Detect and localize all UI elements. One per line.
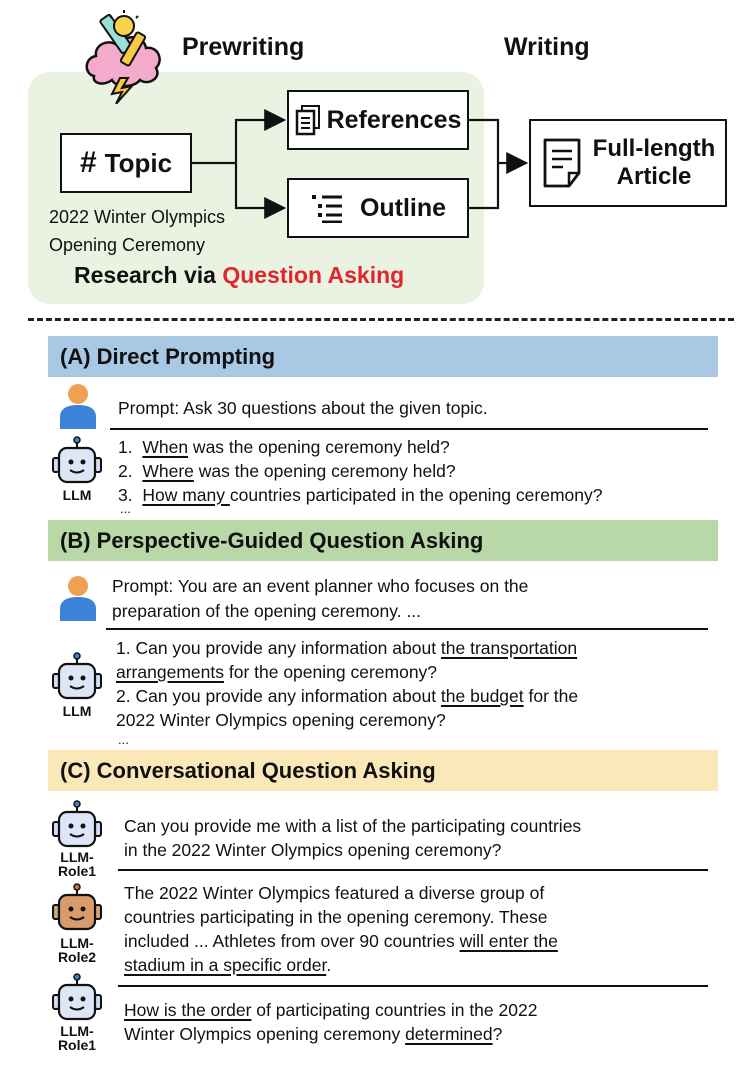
hash-icon: # bbox=[79, 146, 97, 179]
turn-key: determined bbox=[405, 1024, 493, 1044]
role1-label-2 bbox=[50, 1024, 104, 1052]
turn2-text bbox=[124, 881, 558, 977]
llm-label-b: LLM bbox=[62, 703, 92, 719]
section-a-questions bbox=[118, 435, 602, 507]
flow-connectors bbox=[0, 0, 750, 320]
section-divider bbox=[28, 318, 734, 321]
turn-text: ? bbox=[492, 1024, 503, 1044]
user-icon bbox=[58, 383, 98, 429]
section-b-prompt-line2: preparation of the opening ceremony. ... bbox=[112, 601, 422, 621]
user-icon bbox=[58, 575, 98, 621]
role2-label bbox=[50, 936, 104, 964]
question-line bbox=[116, 660, 578, 684]
section-b-rule bbox=[106, 628, 708, 630]
q-key: the budget bbox=[440, 686, 524, 706]
research-prefix: Research via bbox=[74, 262, 223, 288]
section-b-prompt-line1: Prompt: You are an event planner who focuses on the bbox=[112, 576, 529, 596]
turn-line: Can you provide me with a list of the participating countries bbox=[124, 816, 582, 836]
q-key: Where bbox=[142, 461, 194, 481]
question-item bbox=[118, 483, 602, 507]
q-rest: countries participated in the opening ceremony? bbox=[229, 485, 603, 505]
references-label: References bbox=[326, 105, 462, 134]
article-label-line1: Full-length bbox=[592, 135, 716, 162]
question-item bbox=[118, 435, 602, 459]
turn-text: . bbox=[326, 955, 332, 975]
role-label-line: LLM- bbox=[60, 935, 94, 951]
section-a-header: (A) Direct Prompting bbox=[48, 336, 718, 377]
section-b-header: (B) Perspective-Guided Question Asking bbox=[48, 520, 718, 561]
turn-key: stadium in a specific order bbox=[124, 955, 327, 975]
robot-icon bbox=[50, 800, 104, 850]
robot-icon bbox=[50, 652, 104, 702]
writing-heading: Writing bbox=[504, 33, 590, 61]
q-text: 1. Can you provide any information about bbox=[116, 638, 441, 658]
q-key: When bbox=[142, 437, 189, 457]
section-a-prompt: Prompt: Ask 30 questions about the given topic. bbox=[118, 398, 488, 418]
q-key: the transportation bbox=[440, 638, 578, 658]
q-num: 1. bbox=[118, 437, 133, 457]
turn2-rule bbox=[118, 985, 708, 987]
section-c-header: (C) Conversational Question Asking bbox=[48, 750, 718, 791]
turn-text: included ... Athletes from over 90 countries bbox=[124, 931, 460, 951]
question-line bbox=[116, 708, 578, 732]
role-label-line: Role1 bbox=[57, 863, 97, 879]
turn-line bbox=[124, 998, 537, 1022]
turn-line: The 2022 Winter Olympics featured a diverse group of bbox=[124, 883, 545, 903]
topic-example-line2: Opening Ceremony bbox=[48, 235, 206, 255]
llm-label-a: LLM bbox=[62, 487, 92, 503]
section-b-questions bbox=[116, 636, 578, 732]
q-text: 2022 Winter Olympics opening ceremony? bbox=[116, 710, 446, 730]
q-text: for the bbox=[523, 686, 579, 706]
question-item bbox=[118, 459, 602, 483]
role-label-line: Role2 bbox=[57, 949, 97, 965]
turn-line: in the 2022 Winter Olympics opening ceremony? bbox=[124, 840, 502, 860]
question-line bbox=[116, 636, 578, 660]
role-label-line: LLM- bbox=[60, 1023, 94, 1039]
question-line bbox=[116, 684, 578, 708]
turn1-text bbox=[124, 814, 581, 862]
q-rest: was the opening ceremony held? bbox=[188, 437, 450, 457]
q-num: 2. bbox=[118, 461, 133, 481]
q-text: for the opening ceremony? bbox=[223, 662, 438, 682]
turn-text: of participating countries in the 2022 bbox=[251, 1000, 538, 1020]
turn-line bbox=[124, 929, 558, 953]
robot-icon bbox=[50, 973, 104, 1023]
q-text: 2. Can you provide any information about bbox=[116, 686, 441, 706]
research-highlight: Question Asking bbox=[222, 262, 405, 288]
role-label-line: Role1 bbox=[57, 1037, 97, 1053]
turn-line bbox=[124, 953, 558, 977]
topic-label: Topic bbox=[104, 147, 173, 178]
robot-icon bbox=[50, 883, 104, 933]
turn-text: Winter Olympics opening ceremony bbox=[124, 1024, 406, 1044]
turn-line: countries participating in the opening ceremony. These bbox=[124, 907, 548, 927]
turn-line bbox=[124, 1022, 537, 1046]
q-key: arrangements bbox=[116, 662, 224, 682]
turn3-text bbox=[124, 998, 537, 1046]
prewriting-heading: Prewriting bbox=[182, 33, 305, 61]
robot-icon bbox=[50, 436, 104, 486]
turn1-rule bbox=[118, 869, 708, 871]
topic-example-line1: 2022 Winter Olympics bbox=[48, 207, 226, 227]
q-rest: was the opening ceremony held? bbox=[193, 461, 456, 481]
article-label-line2: Article bbox=[616, 163, 692, 190]
q-num: 3. bbox=[118, 485, 133, 505]
section-a-rule bbox=[110, 428, 708, 430]
role-label-line: LLM- bbox=[60, 849, 94, 865]
turn-key: will enter the bbox=[459, 931, 558, 951]
section-b-ellipsis: ... bbox=[118, 732, 129, 747]
turn-key: How is the order bbox=[124, 1000, 252, 1020]
q-key: How many bbox=[142, 485, 230, 505]
section-a-ellipsis: ... bbox=[120, 501, 131, 516]
role1-label bbox=[50, 850, 104, 878]
outline-label: Outline bbox=[359, 193, 447, 222]
